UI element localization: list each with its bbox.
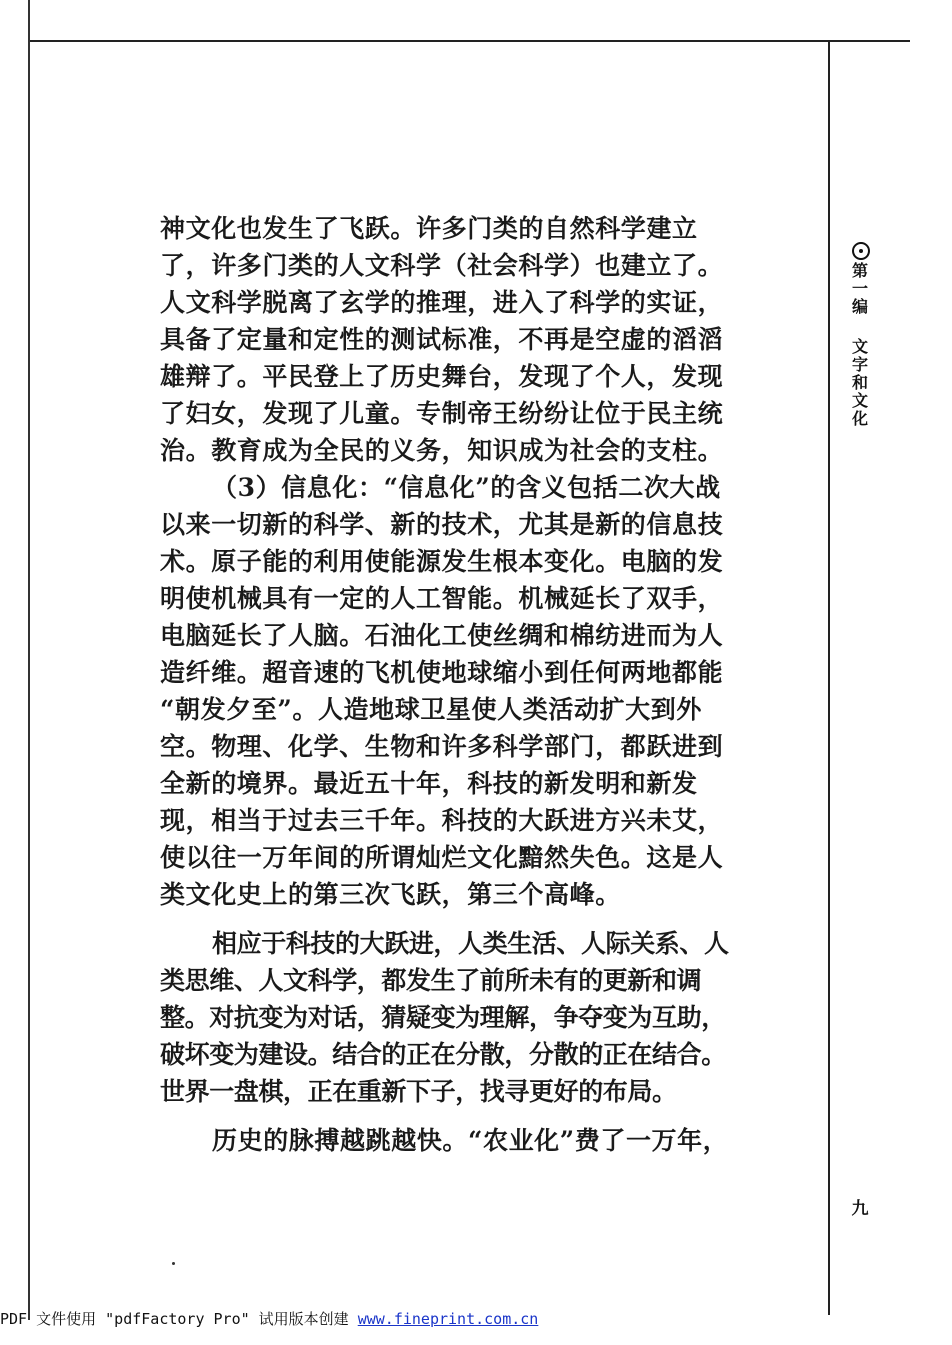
pdf-footer [0, 1308, 538, 1329]
text-line: 术。原子能的利用使能源发生根本变化。电脑的发 [160, 547, 724, 576]
body-text [160, 210, 780, 1159]
text-line: 以来一切新的科学、新的技术，尤其是新的信息技 [160, 510, 724, 539]
text-line: 世界一盘棋，正在重新下子，找寻更好的布局。 [160, 1077, 677, 1106]
vertical-char: 字 [851, 355, 868, 374]
text-line: 雄辩了。平民登上了历史舞台，发现了个人，发现 [160, 362, 724, 391]
text-line: 类文化史上的第三次飞跃，第三个高峰。 [160, 880, 621, 909]
text-line: 使以往一万年间的所谓灿烂文化黯然失色。这是人 [160, 843, 724, 872]
text-line: 整。对抗变为对话，猜疑变为理解，争夺变为互助， [160, 1003, 726, 1032]
text-line: 明使机械具有一定的人工智能。机械延长了双手， [160, 584, 724, 613]
vertical-char: 文 [851, 391, 868, 410]
side-column-rule [828, 40, 830, 1315]
text-line: “朝发夕至”。人造地球卫星使人类活动扩大到外 [160, 695, 702, 724]
vertical-char: 第 [851, 261, 868, 280]
text-line: 破坏变为建设。结合的正在分散，分散的正在结合。 [160, 1040, 726, 1069]
text-line: 现，相当于过去三千年。科技的大跃进方兴未艾， [160, 806, 724, 835]
vertical-char: 一 [851, 279, 868, 298]
text-line: 治。教育成为全民的义务，知识成为社会的支柱。 [160, 436, 724, 465]
footer-link[interactable]: www.fineprint.com.cn [357, 1310, 539, 1328]
vertical-char: 文 [851, 337, 868, 356]
text-line: 空。物理、化学、生物和许多科学部门，都跃进到 [160, 732, 724, 761]
chapter-label [840, 338, 880, 428]
text-line: 了，许多门类的人文科学（社会科学）也建立了。 [160, 251, 724, 280]
text-line: 人文科学脱离了玄学的推理，进入了科学的实证， [160, 288, 724, 317]
text-line: 电脑延长了人脑。石油化工使丝绸和棉纺进而为人 [160, 621, 724, 650]
vertical-char: 化 [851, 409, 868, 428]
page-number: 九 [851, 1199, 869, 1219]
left-margin-rule [28, 0, 30, 1320]
text-line: 类思维、人文科学，都发生了前所未有的更新和调 [160, 966, 702, 995]
paragraph-start-line: 相应于科技的大跃进，人类生活、人际关系、人 [212, 929, 729, 958]
circled-dot-icon [852, 242, 870, 260]
text-line: 具备了定量和定性的测试标准，不再是空虚的滔滔 [160, 325, 724, 354]
paragraph-start-line: 历史的脉搏越跳越快。“农业化”费了一万年， [212, 1126, 729, 1155]
text-line: 造纤维。超音速的飞机使地球缩小到任何两地都能 [160, 658, 724, 687]
paragraph-start-line: （3）信息化：“信息化”的含义包括二次大战 [212, 473, 721, 502]
text-line: 全新的境界。最近五十年，科技的新发明和新发 [160, 769, 698, 798]
header-rule [30, 40, 910, 42]
vertical-char: 编 [851, 297, 868, 316]
vertical-char: 和 [851, 373, 868, 392]
stray-dot [172, 1262, 175, 1265]
text-line: 神文化也发生了飞跃。许多门类的自然科学建立 [160, 214, 698, 243]
text-line: 了妇女，发现了儿童。专制帝王纷纷让位于民主统 [160, 399, 724, 428]
part-label [840, 262, 880, 316]
footer-text: PDF 文件使用 "pdfFactory Pro" 试用版本创建 [0, 1310, 358, 1328]
